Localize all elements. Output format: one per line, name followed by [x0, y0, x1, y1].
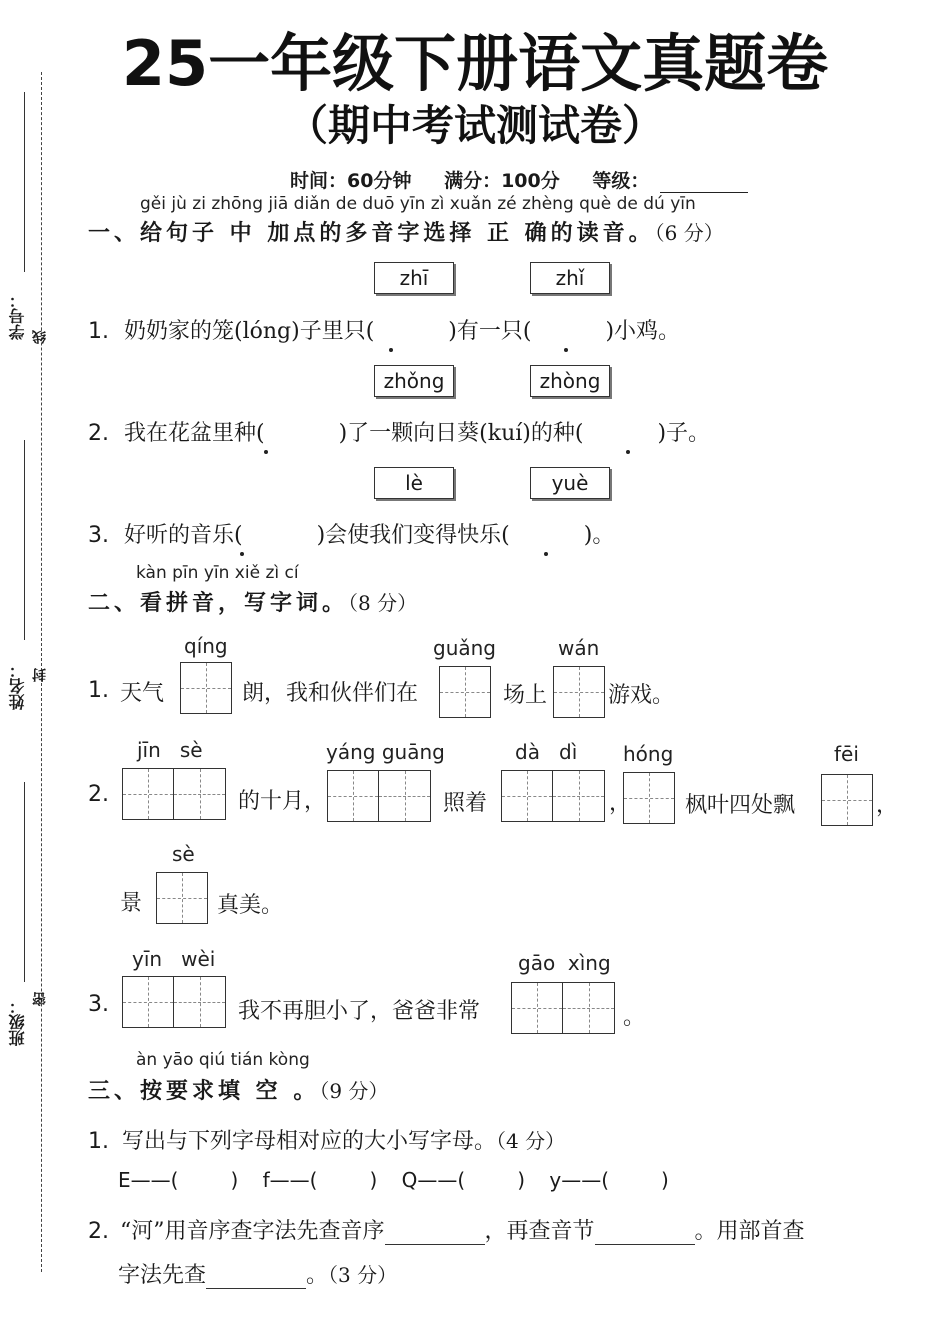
question-number: 2. — [88, 782, 109, 807]
pinyin-hint: dà dì — [515, 740, 578, 764]
pinyin-hint: yīn wèi — [132, 947, 216, 971]
sentence-text: 的十月， — [238, 789, 327, 814]
pinyin-hint: yáng guāng — [326, 740, 445, 764]
s3-question-1: 1. 写出与下列字母相对应的大小写字母。（4 分） — [88, 1129, 566, 1154]
sentence-text: ， — [609, 791, 632, 816]
page-title: 25一年级下册语文真题卷 — [121, 27, 829, 100]
section2-title: 二、看拼音，写字词。（8 分） — [88, 590, 418, 616]
tian-grid[interactable] — [122, 976, 226, 1028]
grade-label: 等级： — [592, 170, 650, 192]
pinyin-hint: hóng — [623, 742, 674, 766]
sentence-text: 我不再胆小了，爸爸非常 — [238, 999, 481, 1024]
student-no-label: 学号： — [8, 292, 27, 340]
pinyin-hint: gāo xìng — [518, 951, 611, 975]
answer-line[interactable] — [206, 1268, 306, 1289]
full-score-label: 满分：100分 — [444, 170, 560, 192]
question-number: 1. — [88, 678, 109, 703]
sentence-text: 景 — [120, 891, 143, 916]
sentence-text: 游戏。 — [608, 683, 675, 708]
question-number: 3. — [88, 992, 109, 1017]
tian-grid[interactable] — [122, 768, 226, 820]
answer-line[interactable] — [385, 1224, 485, 1245]
option-box: zhòng — [530, 365, 610, 397]
option-box: zhǒng — [374, 365, 454, 397]
s1-question-1: 1. 奶奶家的笼(lóng)子里只( )有一只( )小鸡。 — [88, 319, 681, 344]
emphasis-dot — [389, 348, 393, 352]
pinyin-hint: sè — [172, 842, 195, 866]
sentence-text: ， — [876, 793, 899, 818]
emphasis-dot — [544, 552, 548, 556]
name-line — [24, 440, 25, 640]
page-subtitle: （期中考试测试卷） — [285, 101, 664, 150]
s3-question-2: 2. “河”用音序查字法先查音序 ，再查音节 。用部首查 — [88, 1219, 805, 1244]
class-label: 班级： — [8, 998, 27, 1046]
section3-pinyin: àn yāo qiú tián kòng — [136, 1050, 310, 1070]
answer-line[interactable] — [595, 1224, 695, 1245]
s1-question-3: 3. 好听的音乐( )会使我们变得快乐( )。 — [88, 523, 615, 548]
tian-grid[interactable] — [511, 982, 615, 1034]
class-line — [24, 782, 25, 982]
pinyin-hint: qíng — [184, 634, 228, 658]
option-box: lè — [374, 467, 454, 499]
tian-grid[interactable] — [327, 770, 431, 822]
exam-meta — [290, 166, 774, 193]
emphasis-dot — [626, 450, 630, 454]
pinyin-hint: guǎng — [433, 636, 496, 660]
emphasis-dot — [564, 348, 568, 352]
s1-question-2: 2. 我在花盆里种( )了一颗向日葵(kuí)的种( )子。 — [88, 421, 711, 446]
option-box: zhǐ — [530, 262, 610, 294]
time-label: 时间：60分钟 — [290, 170, 412, 192]
tian-grid[interactable] — [623, 772, 675, 824]
option-box: yuè — [530, 467, 610, 499]
name-label: 姓名： — [8, 662, 27, 710]
section1-pinyin: gěi jù zi zhōng jiā diǎn de duō yīn zì xuǎn zé zhèng què de dú yīn — [140, 194, 696, 214]
tian-grid[interactable] — [553, 666, 605, 718]
seal-char-seal: 封 — [32, 668, 48, 682]
section2-pinyin: kàn pīn yīn xiě zì cí — [136, 563, 299, 583]
pinyin-hint: jīn sè — [137, 738, 203, 762]
sentence-text: 朗，我和伙伴们在 — [242, 681, 419, 706]
option-box: zhī — [374, 262, 454, 294]
sentence-text: 。 — [623, 1005, 646, 1030]
sentence-text: 枫叶四处飘 — [685, 793, 796, 818]
seal-char-line: 线 — [32, 330, 48, 344]
tian-grid[interactable] — [439, 666, 491, 718]
sentence-text: 真美。 — [217, 893, 284, 918]
pinyin-hint: fēi — [834, 742, 859, 766]
emphasis-dot — [240, 552, 244, 556]
sentence-text: 天气 — [120, 681, 165, 706]
tian-grid[interactable] — [501, 770, 605, 822]
grade-blank[interactable] — [660, 174, 748, 193]
tian-grid[interactable] — [821, 774, 873, 826]
section3-title: 三、按要求填 空 。（9 分） — [88, 1078, 389, 1104]
letter-pairs: E——( ) f——( ) Q——( ) y——( ) — [118, 1168, 669, 1192]
tian-grid[interactable] — [180, 662, 232, 714]
s3-question-2-cont: 字法先查 。（3 分） — [118, 1263, 398, 1288]
seal-char-secret: 密 — [32, 992, 48, 1006]
sentence-text: 照着 — [443, 791, 488, 816]
tian-grid[interactable] — [156, 872, 208, 924]
emphasis-dot — [264, 450, 268, 454]
sentence-text: 场上 — [503, 683, 548, 708]
section1-title: 一、给句子 中 加点的多音字选择 正 确的读音。（6 分） — [88, 220, 724, 246]
pinyin-hint: wán — [558, 636, 600, 660]
